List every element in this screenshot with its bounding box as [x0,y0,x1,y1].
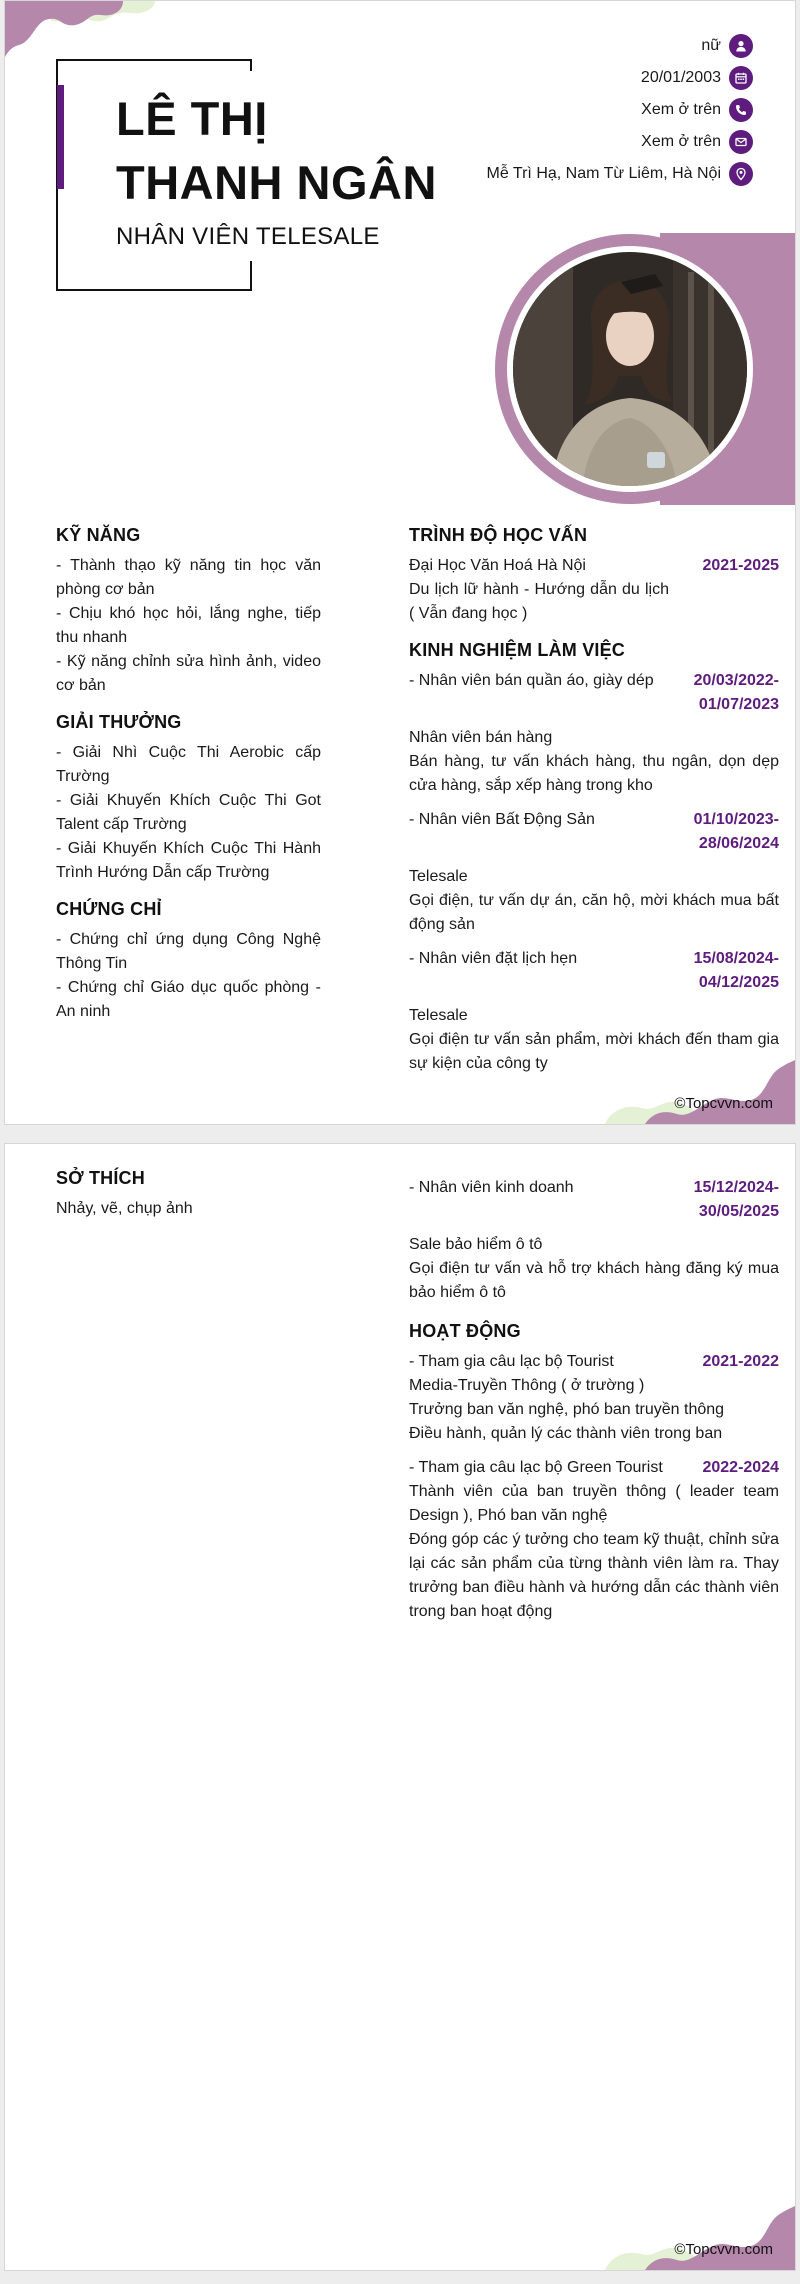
user-icon [729,34,753,58]
contact-gender [487,30,753,62]
awards-heading: GIẢI THƯỞNG [56,712,182,732]
hobbies-text: Nhảy, vẽ, chụp ảnh [56,1200,193,1217]
education-major: Du lịch lữ hành - Hướng dẫn du lịch ( Vẫn đang học ) [409,581,669,622]
contact-gender-text: nữ [701,37,721,54]
certificates-section [56,899,321,1024]
activity-item [409,1456,779,1624]
contact-birthday-text: 20/01/2003 [640,69,721,86]
experience-date: 01/10/2023- 28/06/2024 [693,811,779,852]
experience-title: - Nhân viên Bất Động Sản [409,811,595,828]
activity-title: - Tham gia câu lạc bộ Tourist Media-Truyền Thông ( ở trường ) [409,1353,645,1394]
skills-section [56,525,321,698]
calendar-icon [729,66,753,90]
experience-role: Telesale [409,868,468,885]
experience-section [409,640,779,1076]
right-column [409,1176,779,1624]
award-item: - Giải Khuyến Khích Cuộc Thi Got Talent cấp Trường [56,792,321,833]
contact-birthday [487,62,753,94]
experience-date: 20/03/2022- 01/07/2023 [693,672,779,713]
experience-item [409,1176,779,1305]
skill-item: - Kỹ năng chỉnh sửa hình ảnh, video cơ bản [56,653,321,694]
left-column [56,1168,321,1221]
education-school: Đại Học Văn Hoá Hà Nội [409,557,586,574]
certificates-heading: CHỨNG CHỈ [56,899,162,919]
experience-title: - Nhân viên bán quần áo, giày dép [409,672,654,689]
hobbies-heading: SỞ THÍCH [56,1168,145,1188]
skill-item: - Thành thạo kỹ năng tin học văn phòng cơ bản [56,557,321,598]
skills-heading: KỸ NĂNG [56,525,141,545]
award-item: - Giải Nhì Cuộc Thi Aerobic cấp Trường [56,744,321,785]
cv-page-1 [4,0,796,1125]
education-heading: TRÌNH ĐỘ HỌC VẤN [409,525,588,545]
awards-section [56,712,321,885]
left-column [56,525,321,1024]
experience-title: - Nhân viên đặt lịch hẹn [409,950,578,967]
bottom-right-decoration [605,2206,795,2270]
activities-heading: HOẠT ĐỘNG [409,1321,521,1341]
footer-watermark: ©Topcvvn.com [674,1095,773,1112]
right-column [409,525,779,1076]
name-line-2: THANH NGÂN [116,156,437,209]
hobbies-section [56,1168,321,1221]
contact-address [487,158,753,190]
phone-icon [729,98,753,122]
cv-page-2 [4,1143,796,2271]
experience-date: 15/12/2024- 30/05/2025 [693,1179,779,1220]
award-item: - Giải Khuyến Khích Cuộc Thi Hành Trình Hướng Dẫn cấp Trường [56,840,321,881]
contact-phone [487,94,753,126]
portrait-illustration [513,252,747,486]
experience-item [409,947,779,1076]
skill-item: - Chịu khó học hỏi, lắng nghe, tiếp thu nhanh [56,605,321,646]
activity-line: Đóng góp các ý tưởng cho team kỹ thuật, chỉnh sửa lại các sản phẩm của từng thành viên làm ra. Thay trưởng ban điều hành và hướng dẫn các thành viên trong ban hoạt động [409,1531,779,1620]
activity-title: - Tham gia câu lạc bộ Green Tourist [409,1459,663,1476]
bottom-right-decoration [605,1060,795,1124]
contact-email-text: Xem ở trên [641,133,721,150]
education-date: 2021-2025 [702,557,779,574]
experience-role: Sale bảo hiểm ô tô [409,1236,543,1253]
experience-title: - Nhân viên kinh doanh [409,1179,574,1196]
certificate-item: - Chứng chỉ ứng dụng Công Nghệ Thông Tin [56,931,321,972]
certificate-item: - Chứng chỉ Giáo dục quốc phòng - An ninh [56,979,321,1020]
experience-heading: KINH NGHIỆM LÀM VIỆC [409,640,626,660]
experience-item [409,669,779,798]
experience-role: Telesale [409,1007,468,1024]
experience-desc: Gọi điện, tư vấn dự án, căn hộ, mời khách mua bất động sản [409,892,779,933]
top-left-decoration [5,1,165,61]
job-title: NHÂN VIÊN TELESALE [116,223,380,250]
experience-date: 15/08/2024- 04/12/2025 [693,950,779,991]
activity-date: 2022-2024 [702,1459,779,1476]
experience-desc: Gọi điện tư vấn và hỗ trợ khách hàng đăng ký mua bảo hiểm ô tô [409,1260,779,1301]
experience-desc: Bán hàng, tư vấn khách hàng, thu ngân, dọn dẹp cửa hàng, sắp xếp hàng trong kho [409,753,779,794]
activity-line: Thành viên của ban truyền thông ( leader team Design ), Phó ban văn nghệ [409,1483,779,1524]
contact-list [487,30,753,190]
experience-item [409,808,779,937]
contact-address-text: Mễ Trì Hạ, Nam Từ Liêm, Hà Nội [486,165,721,182]
contact-phone-text: Xem ở trên [641,101,721,118]
contact-email [487,126,753,158]
candidate-name [116,87,437,215]
experience-role: Nhân viên bán hàng [409,729,553,746]
profile-photo [507,246,753,492]
activity-date: 2021-2022 [702,1353,779,1370]
activity-item [409,1350,779,1446]
education-section [409,525,779,626]
location-icon [729,162,753,186]
mail-icon [729,130,753,154]
experience-desc: Gọi điện tư vấn sản phẩm, mời khách đến tham gia sự kiện của công ty [409,1031,779,1072]
name-line-1: LÊ THỊ [116,92,268,145]
activity-line: Điều hành, quản lý các thành viên trong ban [409,1425,723,1442]
activities-section [409,1321,779,1624]
activity-line: Trưởng ban văn nghệ, phó ban truyền thông [409,1401,725,1418]
footer-watermark: ©Topcvvn.com [674,2241,773,2258]
name-accent-bar [57,85,64,189]
